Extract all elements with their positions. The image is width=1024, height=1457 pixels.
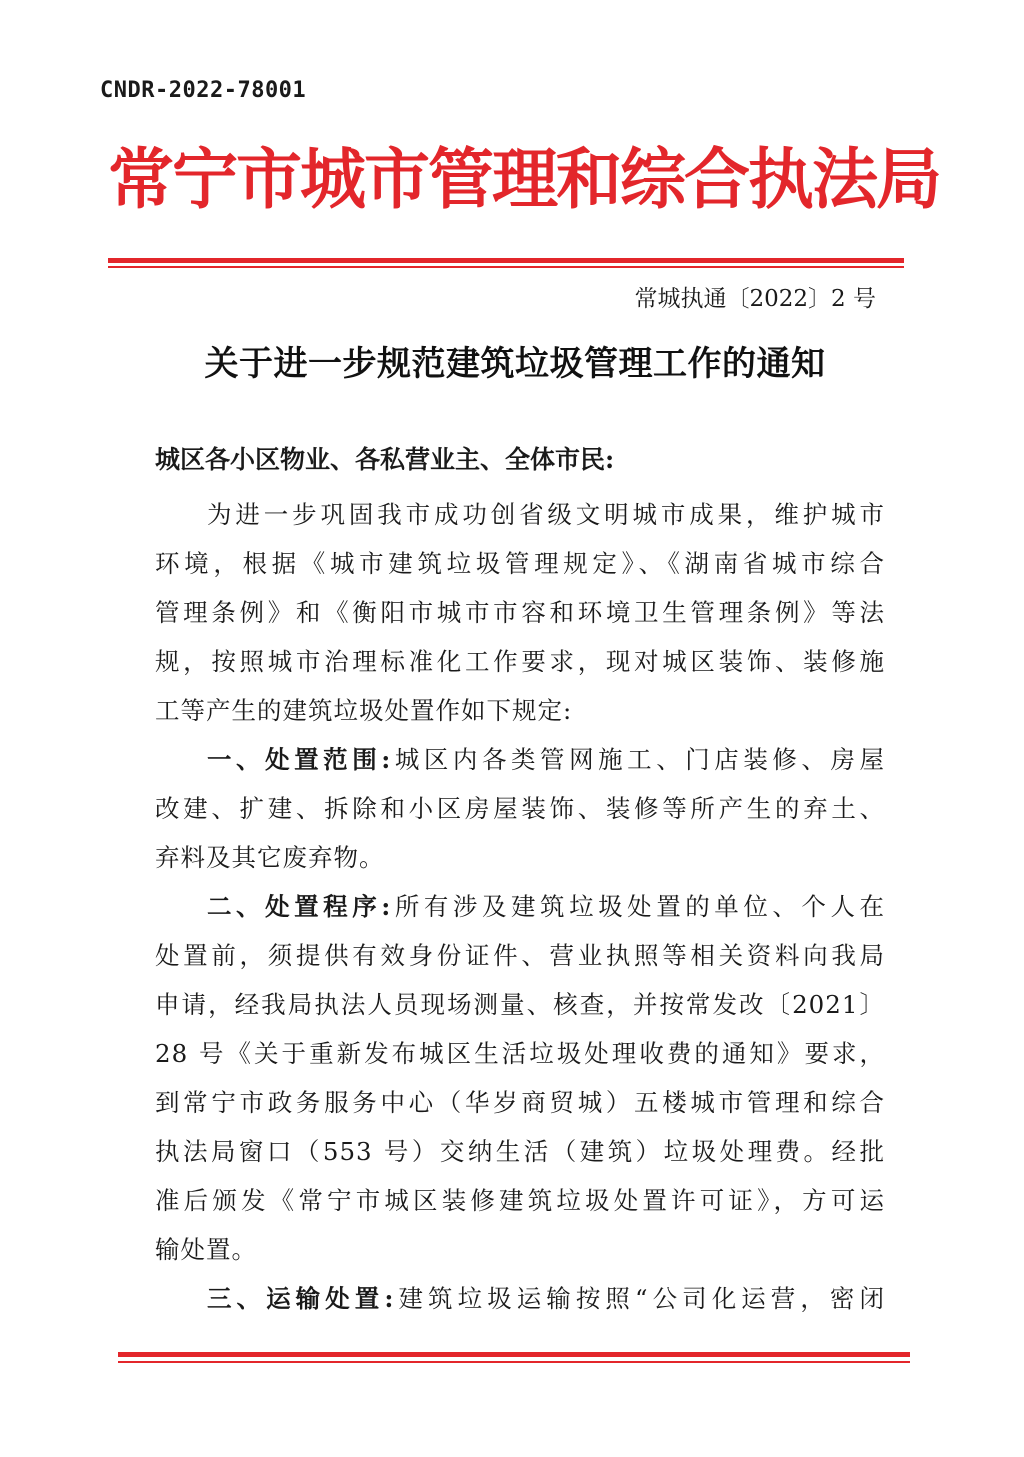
header-red-rule [108, 258, 904, 263]
paragraph-line: 准后颁发《常宁市城区装修建筑垃圾处置许可证》，方可运 [155, 1186, 885, 1215]
section-first-line [155, 735, 885, 784]
paragraph-line: 处置前，须提供有效身份证件、营业执照等相关资料向我局 [155, 941, 885, 970]
paragraph-line: 输处置。 [155, 1235, 257, 1264]
intro-paragraph [155, 490, 885, 735]
document-title: 关于进一步规范建筑垃圾管理工作的通知 [204, 344, 826, 384]
header-red-rule-thin [108, 266, 904, 268]
salutation: 城区各小区物业、各私营业主、全体市民: [155, 445, 615, 474]
section-disposal-procedure [155, 882, 885, 1274]
document-number: 常城执通〔2022〕2 号 [634, 286, 876, 312]
section-first-line [155, 882, 885, 931]
paragraph-line: 环境，根据《城市建筑垃圾管理规定》、《湖南省城市综合 [155, 549, 885, 578]
paragraph-line: 规，按照城市治理标准化工作要求，现对城区装饰、装修施 [155, 647, 885, 676]
paragraph-line: 改建、扩建、拆除和小区房屋装饰、装修等所产生的弃土、 [155, 794, 885, 823]
paragraph-line: 28 号《关于重新发布城区生活垃圾处理收费的通知》要求， [155, 1039, 885, 1068]
footer-red-rule [118, 1352, 910, 1357]
section-heading: 二、处置程序: [207, 892, 392, 921]
section-transport-disposal [155, 1274, 885, 1323]
section-heading: 三、运输处置: [207, 1284, 395, 1313]
paragraph-line: 申请，经我局执法人员现场测量、核查，并按常发改〔2021〕 [155, 990, 885, 1019]
paragraph-line: 执法局窗口（553 号）交纳生活（建筑）垃圾处理费。经批 [155, 1137, 885, 1166]
footer-red-rule-thin [118, 1361, 910, 1363]
paragraph-line: 弃料及其它废弃物。 [155, 843, 385, 872]
agency-name-header: 常宁市城市管理和综合执法局 [108, 140, 940, 218]
paragraph-line: 到常宁市政务服务中心（华岁商贸城）五楼城市管理和综合 [155, 1088, 885, 1117]
section-text: 所有涉及建筑垃圾处置的单位、个人在 [391, 892, 885, 921]
section-text: 建筑垃圾运输按照“公司化运营，密闭 [394, 1284, 885, 1313]
section-first-line [155, 1274, 885, 1323]
paragraph-line: 工等产生的建筑垃圾处置作如下规定: [155, 696, 573, 725]
paragraph-line: 管理条例》和《衡阳市城市市容和环境卫生管理条例》等法 [155, 598, 885, 627]
section-heading: 一、处置范围: [207, 745, 392, 774]
section-text: 城区内各类管网施工、门店装修、房屋 [391, 745, 885, 774]
paragraph-line: 为进一步巩固我市成功创省级文明城市成果，维护城市 [207, 500, 885, 529]
document-body [155, 440, 885, 1323]
section-disposal-scope [155, 735, 885, 882]
document-code: CNDR-2022-78001 [100, 78, 307, 103]
